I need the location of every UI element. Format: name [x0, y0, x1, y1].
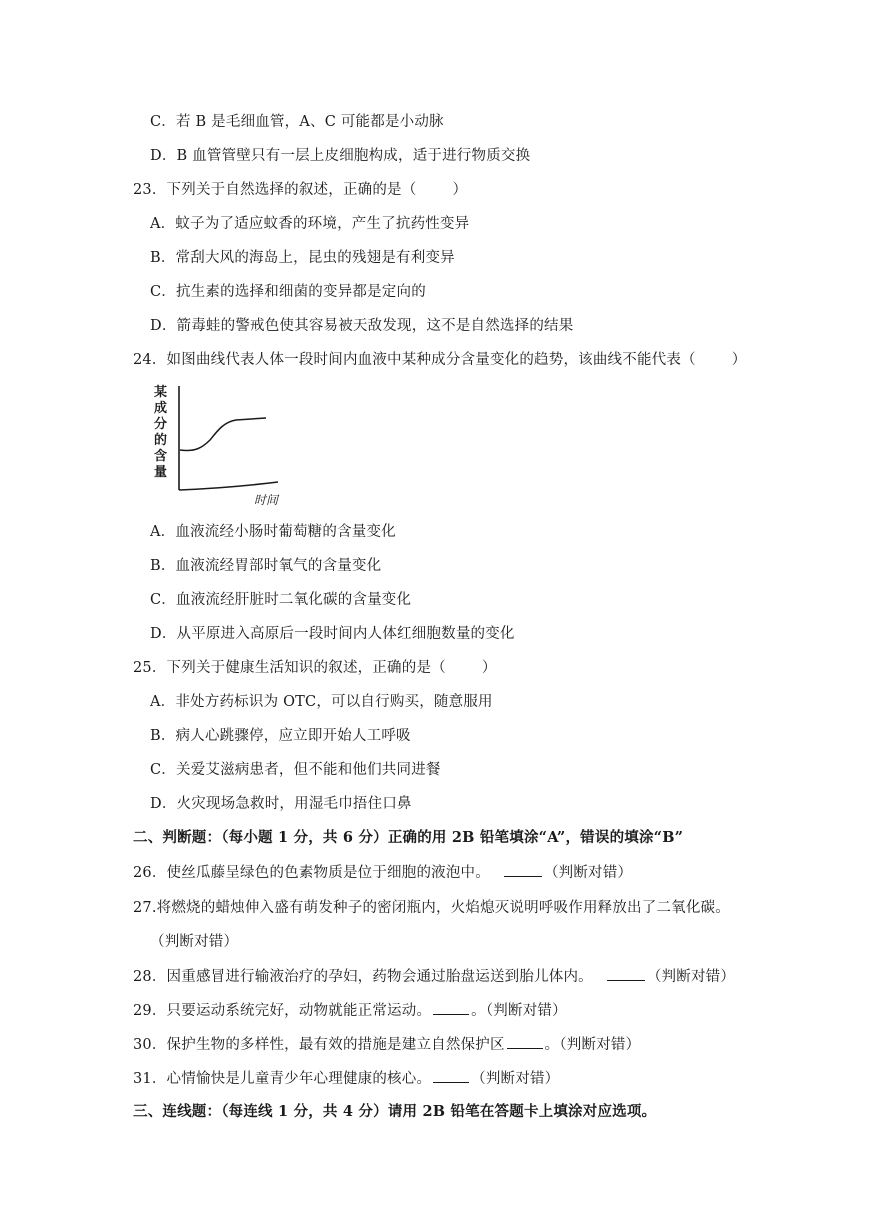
q22-option-c: C．若 B 是毛细血管，A、C 可能都是小动脉 — [150, 114, 444, 130]
q30-answer-blank — [507, 1034, 543, 1049]
q28-answer-blank — [607, 966, 645, 981]
q27-suffix: （判断对错） — [150, 934, 239, 950]
y-axis-label — [154, 384, 167, 480]
svg-text:某: 某 — [154, 385, 168, 400]
q23-paren-close: ） — [452, 182, 468, 198]
q24-option-d: D．从平原进入高原后一段时间内人体红细胞数量的变化 — [150, 626, 515, 642]
q23-text: 23．下列关于自然选择的叙述，正确的是（ — [133, 182, 417, 198]
q31-answer-blank — [433, 1068, 469, 1083]
q23-stem — [133, 180, 467, 200]
svg-text:含: 含 — [154, 449, 168, 464]
q24-paren-close: ） — [731, 352, 747, 368]
q24-stem — [133, 350, 746, 370]
q25-option-c: C．关爱艾滋病患者，但不能和他们共同进餐 — [150, 762, 441, 778]
svg-text:分: 分 — [154, 417, 168, 432]
q25-option-a: A．非处方药标识为 OTC，可以自行购买，随意服用 — [150, 694, 493, 710]
q28-text: 28．因重感冒进行输液治疗的孕妇，药物会通过胎盘运送到胎儿体内。 — [133, 969, 593, 985]
section-3-heading: 三、连线题：（每连线 1 分，共 4 分）请用 2B 铅笔在答题卡上填涂对应选项。 — [133, 1103, 657, 1120]
q27-stem: 27.将燃烧的蜡烛伸入盛有萌发种子的密闭瓶内，火焰熄灭说明呼吸作用释放出了二氧化碳。 — [133, 900, 730, 916]
q23-option-d: D．箭毒蛙的警戒色使其容易被天敌发现，这不是自然选择的结果 — [150, 318, 574, 334]
q24-option-a: A．血液流经小肠时葡萄糖的含量变化 — [150, 524, 396, 540]
q23-option-b: B．常刮大风的海岛上，昆虫的残翅是有利变异 — [150, 250, 455, 266]
svg-text:成: 成 — [154, 401, 168, 416]
q26-text: 26．使丝瓜藤呈绿色的色素物质是位于细胞的液泡中。 — [133, 865, 490, 881]
q22-option-d: D．B 血管管壁只有一层上皮细胞构成，适于进行物质交换 — [150, 148, 531, 164]
q30-stem — [133, 1034, 640, 1055]
content-curve — [180, 418, 266, 451]
q26-answer-blank — [504, 862, 542, 877]
q28-suffix: （判断对错） — [646, 969, 736, 985]
q24-option-b: B．血液流经胃部时氧气的含量变化 — [150, 558, 382, 574]
q30-text: 30．保护生物的多样性，最有效的措施是建立自然保护区 — [133, 1037, 505, 1053]
q31-suffix: （判断对错） — [471, 1071, 560, 1087]
q24-option-c: C．血液流经肝脏时二氧化碳的含量变化 — [150, 592, 412, 608]
q26-suffix: （判断对错） — [543, 865, 633, 881]
q29-text: 29．只要运动系统完好，动物就能正常运动。 — [133, 1003, 432, 1019]
q23-option-c: C．抗生素的选择和细菌的变异都是定向的 — [150, 284, 426, 300]
q25-text: 25．下列关于健康生活知识的叙述，正确的是（ — [133, 660, 446, 676]
q25-option-d: D．火灾现场急救时，用湿毛巾捂住口鼻 — [150, 796, 412, 812]
q24-text: 24．如图曲线代表人体一段时间内血液中某种成分含量变化的趋势，该曲线不能代表（ — [133, 352, 696, 368]
svg-text:的: 的 — [154, 433, 168, 448]
q31-text: 31．心情愉快是儿童青少年心理健康的核心。 — [133, 1071, 432, 1087]
q31-stem — [133, 1068, 559, 1089]
svg-text:量: 量 — [154, 465, 168, 480]
q25-stem — [133, 658, 497, 678]
content-curve-figure — [150, 382, 300, 512]
q23-option-a: A．蚊子为了适应蚊香的环境，产生了抗药性变异 — [150, 216, 470, 232]
q29-stem — [133, 1000, 567, 1021]
q30-suffix: 。（判断对错） — [544, 1037, 641, 1053]
q25-option-b: B．病人心跳骤停，应立即开始人工呼吸 — [150, 728, 411, 744]
q25-paren-close: ） — [481, 660, 497, 676]
q29-suffix: 。（判断对错） — [471, 1003, 567, 1019]
q29-answer-blank — [433, 1000, 469, 1015]
q28-stem — [133, 966, 735, 987]
section-2-heading: 二、判断题：（每小题 1 分，共 6 分）正确的用 2B 铅笔填涂“A”，错误的填涂“B” — [133, 829, 684, 846]
x-axis-label: 时间 — [254, 493, 279, 507]
q26-stem — [133, 862, 632, 883]
x-axis — [179, 482, 278, 490]
